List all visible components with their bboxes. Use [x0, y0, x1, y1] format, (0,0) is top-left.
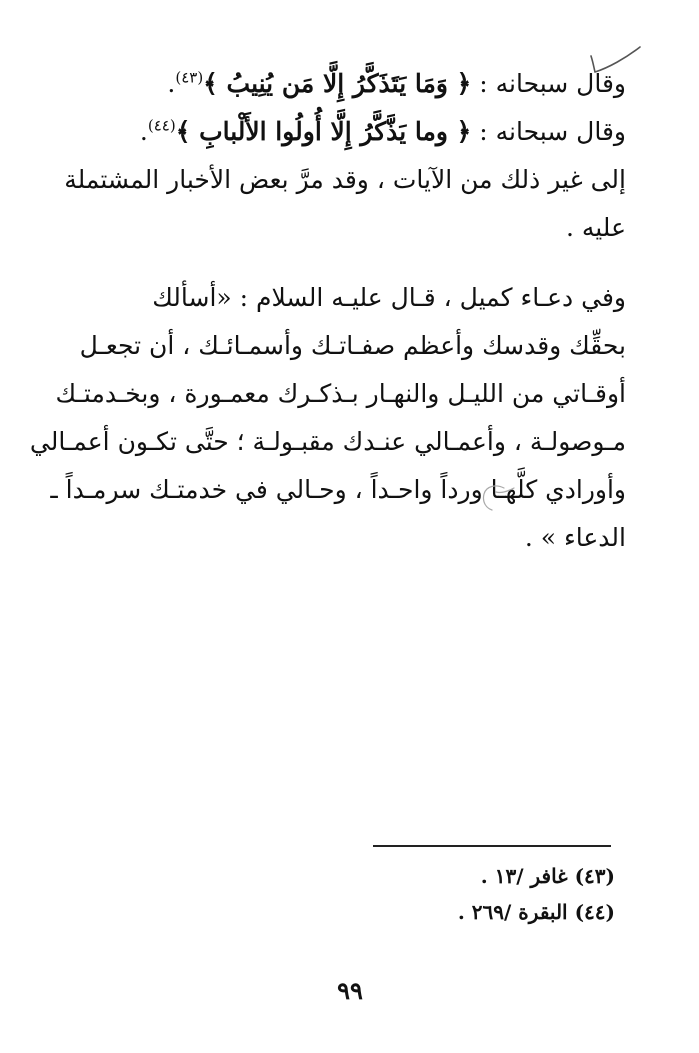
footnotes	[300, 858, 615, 930]
footnote-ref-43: (٤٣)	[175, 68, 204, 87]
footnote-44: (٤٤) البقرة /٢٦٩ .	[457, 900, 615, 924]
footnote-separator	[373, 845, 611, 847]
quran-quote-2: ﴿ وما يَذَّكَّرُ إِلَّا أُولُوا الأَلْبابِ ﴾	[175, 117, 472, 146]
verse-line-1: وقال سبحانه : ﴿ وَمَا يَتَذَكَّرُ إِلَّا مَن يُنِيبُ ﴾$^{(٤٣)}$.	[167, 68, 626, 98]
paragraph-2-line: وأورادي كلَّهـا ورداً واحـداً ، وحـالي في خدمتـك سرمـداً ـ	[50, 475, 626, 504]
footnote-ref-44: (٤٤)	[147, 116, 176, 135]
paragraph-2-line: وفي دعـاء كميل ، قـال عليـه السلام : «أسألك	[152, 283, 626, 312]
paragraph-gap	[96, 252, 626, 274]
paragraph-2-line: بحقِّك وقدسك وأعظم صفـاتـك وأسمـائـك ، أن تجعـل	[79, 331, 626, 360]
paragraph-1-line: إلى غير ذلك من الآيات ، وقد مرَّ بعض الأخبار المشتملة	[64, 165, 626, 194]
main-text	[29, 60, 626, 562]
paragraph-2-line: أوقـاتي من الليـل والنهـار بـذكـرك معمـورة ، وبخـدمتـك	[55, 379, 626, 408]
page-number: ٩٩	[337, 976, 363, 1005]
footnote-43: (٤٣) غافر /١٣ .	[480, 864, 615, 888]
quran-quote-1: ﴿ وَمَا يَتَذَكَّرُ إِلَّا مَن يُنِيبُ ﴾	[203, 69, 472, 98]
paragraph-1-line: عليه .	[565, 213, 626, 242]
paragraph-2-line: الدعاء » .	[524, 523, 626, 552]
verse-line-2: وقال سبحانه : ﴿ وما يَذَّكَّرُ إِلَّا أُولُوا الأَلْبابِ ﴾$^{(٤٤)}$.	[139, 116, 626, 146]
pencil-scribble-mark	[476, 482, 518, 514]
paragraph-2-line: مـوصولـة ، وأعمـالي عنـدك مقبـولـة ؛ حتَّى تكـون أعمـالي	[29, 427, 626, 456]
